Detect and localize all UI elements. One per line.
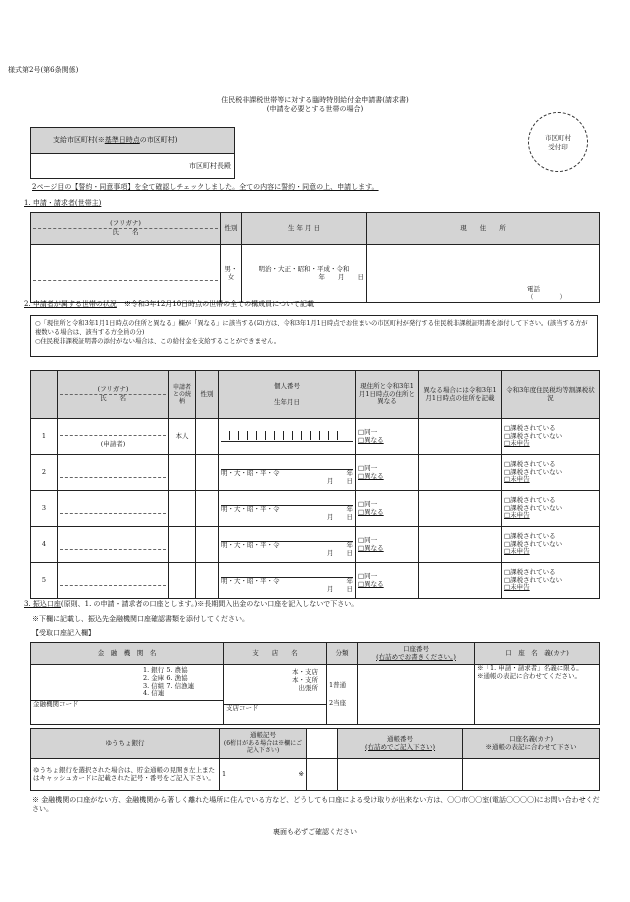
yucho-table: ゆうちょ銀行 通帳記号 (6桁目がある場合は※欄にご記入下さい) 通帳番号 (右詰めでご記入下さい) 口座名義(カナ) ※通帳の表記に合わせて下さい ゆうちょ銀行を選択された場合は、貯金通帳の見開き左上またはキャッシュカードに記載された記号・番号をご記入下さい。 1 ※ — [30, 728, 600, 791]
table-row: 1 (申請者) 本人 □同一 □異なる □課税されている □課税されていない □未申告 — [31, 419, 600, 455]
reception-stamp: 市区町村 受付印 — [528, 112, 588, 172]
form-number: 様式第2号(第6条関係) — [8, 66, 79, 74]
applicant-table: (フリガナ) 氏 名 性別 生 年 月 日 現 住 所 男・女 明治・大正・昭和・平成・令和 年 月 日 電話 （ ） — [30, 212, 600, 303]
household-table: (フリガナ) 氏 名 申請者との続柄 性別 個人番号 生年月日 現住所と令和3年1月1日時点の住所と異なる 異なる場合には令和3年1月1日時点の住所を記載 令和3年度住民税均等割課税状況 1 (申請者) 本人 □同一 □異なる □課税されている □課税されていない □未申告 2 明・大・昭・平・令 年 月 日 □同一 □異なる □課税されている □課税されていない □未申告 3 明・大・昭・平・令 年 月 日 □同一 □異なる □課税されている □課税されていない □未申告 4 明・大・昭・平・令 年 月 日 □同一 □異なる □課税されている □課税されていない □未申告 5 明・大・昭・平・令 年 月 日 □同一 □異なる □課税されている □課税されていない □未申告 — [30, 370, 600, 599]
agreement-line: 2ページ目の【誓約・同意事項】を全て確認しチェックしました。全ての内容に誓約・同意の上、申請します。 — [32, 183, 379, 191]
s2-heading: 2. 申請者が属する世帯の状況 ※令和3年12月10日時点の世帯の全ての構成員について記載 — [24, 300, 315, 308]
back-note: 裏面も必ずご確認ください — [273, 828, 357, 836]
table-row: 5 明・大・昭・平・令 年 月 日 □同一 □異なる □課税されている □課税されていない □未申告 — [31, 563, 600, 599]
s3-sub: 【受取口座記入欄】 — [32, 629, 95, 637]
table-row: 4 明・大・昭・平・令 年 月 日 □同一 □異なる □課税されている □課税されていない □未申告 — [31, 527, 600, 563]
s2-info-box: ○「現住所と令和3年1月1日時点の住所と異なる」欄が「異なる」に該当する(☑)方は、令和3年1月1日時点でお住まいの市区町村が発行する住民税非課税証明書を添付して下さい。(該当する方が複数いる場合は、該当する方全員の分) ○住民税非課税証明書の添付がない場合は、この給付金を支給することができません。 — [30, 315, 598, 357]
s3-note: ※下欄に記載し、振込先金融機関口座確認書類を添付してください。 — [32, 615, 249, 623]
municipality-box: 支給市区町村(※基準日時点の市区町村) 市区町村長殿 — [30, 127, 235, 179]
table-row: 2 明・大・昭・平・令 年 月 日 □同一 □異なる □課税されている □課税されていない □未申告 — [31, 455, 600, 491]
footnote: ※ 金融機関の口座がない方、金融機関から著しく離れた場所に住んでいる方など、どうしても口座による受け取りが出来ない方は、〇〇市〇〇室(電話〇〇〇〇)にお問い合わせください。 — [32, 796, 600, 813]
s1-heading: 1. 申請・請求者(世帯主) — [24, 199, 102, 207]
bank-table: 金 融 機 関 名 支 店 名 分類 口座番号 (右詰めでお書きください。) 口 座 名 義(カナ) 1. 銀行 5. 農協 2. 金庫 6. 漁協 3. 信組 7. 信漁連 4. 信連 金融機関コード 本・支店 本・支所 出張所 支店コード 1普通 2当座 ※「1. 申請・請求者」名義に限る。 ※通帳の表記に合わせてください。 — [30, 642, 600, 725]
form-title: 住民税非課税世帯等に対する臨時特別給付金申請書(請求書) (申請を必要とする世帯の場合) — [221, 96, 409, 113]
s3-heading: 3. 振込口座(原則、1. の申請・請求者の口座とします。)※長期間入出金のない口座を記入しないで下さい。 — [24, 600, 359, 608]
table-row: 3 明・大・昭・平・令 年 月 日 □同一 □異なる □課税されている □課税されていない □未申告 — [31, 491, 600, 527]
